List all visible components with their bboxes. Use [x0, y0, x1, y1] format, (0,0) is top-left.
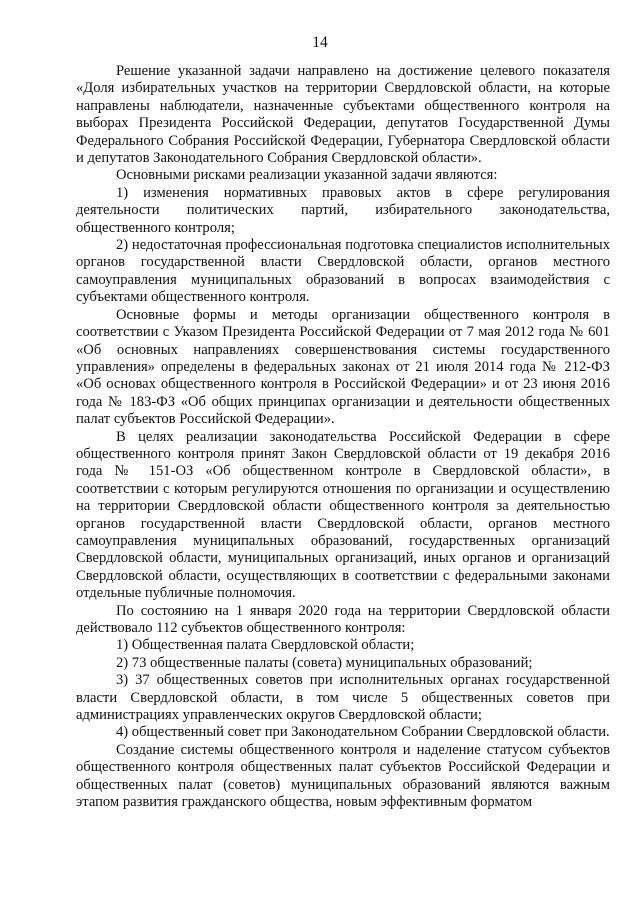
list-item-subject-4: 4) общественный совет при Законодательном Собрании Свердловской области. — [116, 724, 610, 741]
page-number: 14 — [312, 34, 328, 51]
paragraph-regional-law: В целях реализации законодательства Российской Федерации в сфере общественного контроля принят Закон Свердловской области от 19 декабря 2016 года № 151-ОЗ «Об общественном контроле в Свердловской области», в соответствии с которым регулируются отношения по организации и осуществлению на территории Свердловской области общественного контроля за деятельностью органов государственной власти Свердловской области, органов местного самоуправления муниципальных образований, государственных организаций Свердловской области, муниципальных организаций, иных органов и организаций Свердловской области, осуществляющих в соответствии с федеральными законами отдельные публичные полномочия. — [76, 428, 610, 602]
list-item-risk-1: 1) изменения нормативных правовых актов в сфере регулирования деятельности политических партий, избирательного законодательства, общественного контроля; — [76, 184, 610, 236]
paragraph-subjects-count: По состоянию на 1 января 2020 года на территории Свердловской области действовало 112 субъектов общественного контроля: — [76, 602, 610, 636]
list-item-subject-3: 3) 37 общественных советов при исполнительных органах государственной власти Свердловской области, в том числе 5 общественных советов при администрациях управленческих округов Свердловской области; — [76, 672, 610, 724]
paragraph-forms-and-methods: Основные формы и методы организации общественного контроля в соответствии с Указом Президента Российской Федерации от 7 мая 2012 года № 601 «Об основных направлениях совершенствования системы государственного управления» определены в федеральных законах от 21 июля 2014 года № 212-ФЗ «Об основах общественного контроля в Российской Федерации» и от 23 июня 2016 года № 183-ФЗ «Об общих принципах организации и деятельности общественных палат субъектов Российской Федерации». — [76, 306, 610, 428]
list-item-risk-2: 2) недостаточная профессиональная подготовка специалистов исполнительных органов государственной власти Свердловской области, органов местного самоуправления муниципальных образований в вопросах взаимодействия с субъектами общественного контроля. — [76, 237, 610, 306]
list-item-subject-2: 2) 73 общественные палаты (совета) муниципальных образований; — [116, 654, 533, 671]
list-item-subject-1: 1) Общественная палата Свердловской области; — [116, 637, 415, 654]
paragraph-target-indicator: Решение указанной задачи направлено на достижение целевого показателя «Доля избирательных участков на территории Свердловской области, на которые направлены наблюдатели, назначенные субъектами общественного контроля на выборах Президента Российской Федерации, депутатов Государственной Думы Федерального Собрания Российской Федерации, Губернатора Свердловской области и депутатов Законодательного Собрания Свердловской области». — [76, 63, 610, 167]
document-body — [76, 63, 610, 811]
paragraph-risks-intro: Основными рисками реализации указанной задачи являются: — [116, 167, 498, 184]
paragraph-system-creation: Создание системы общественного контроля и наделение статусом субъектов общественного контроля общественных палат субъектов Российской Федерации и общественных палат (советов) муниципальных образований являются важным этапом развития гражданского общества, новым эффективным форматом — [76, 741, 610, 811]
